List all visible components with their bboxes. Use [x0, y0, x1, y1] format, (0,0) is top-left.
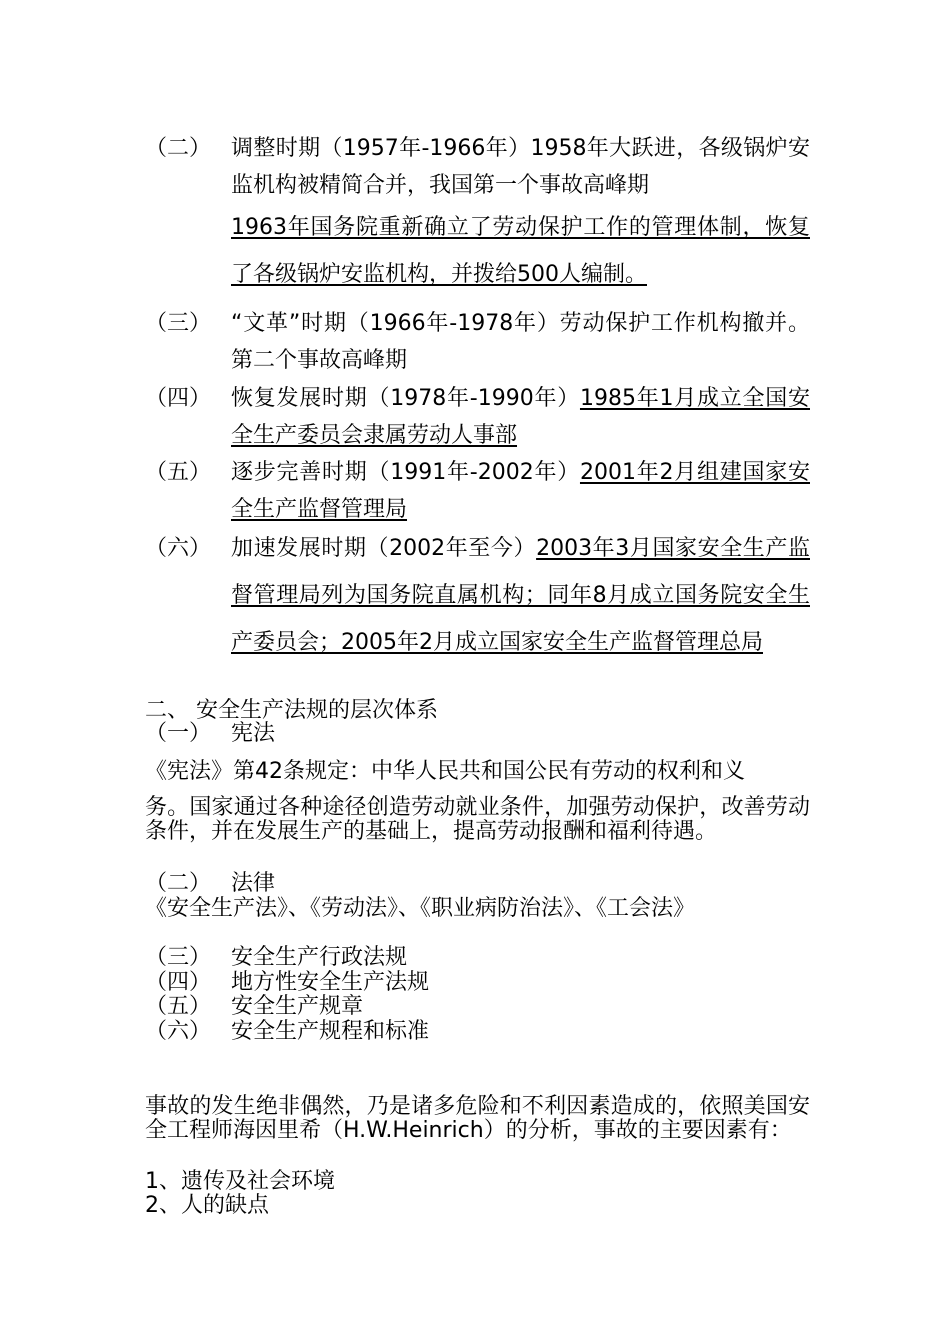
- period-lead: 调整时期（1957年-1966年）1958年大跃进，各级锅炉安监机构被精简合并，我国第一个事故高峰期: [231, 136, 810, 198]
- period-text: [231, 454, 810, 528]
- period-text: [231, 130, 810, 298]
- level-label: 安全生产规章: [231, 994, 364, 1019]
- period-lead: 加速发展时期（2002年至今）: [231, 536, 537, 561]
- period-lead: “文革”时期（1966年-1978年）劳动保护工作机构撤并。第二个事故高峰期: [231, 311, 810, 373]
- level-label: 安全生产规程和标准: [231, 1019, 430, 1044]
- period-underlined-text: 1985年1月成立全国安全生产委员会隶属劳动人事部: [231, 386, 810, 448]
- period-underlined-text: 2003年3月国家安全生产监督管理局列为国务院直属机构；同年8月成立国务院安全生产委员会；2005年2月成立国家安全生产监督管理总局: [231, 536, 810, 655]
- constitution-text-line1: 《宪法》第42条规定：中华人民共和国公民有劳动的权利和义: [145, 759, 745, 784]
- accident-factor-item: 1、遗传及社会环境: [145, 1169, 335, 1194]
- level-label: 宪法: [231, 721, 276, 746]
- level-label: 安全生产行政法规: [231, 945, 408, 970]
- period-item-2: [145, 130, 810, 298]
- level-label: 法律: [231, 871, 276, 896]
- period-underlined-text: 1963年国务院重新确立了劳动保护工作的管理体制，恢复了各级锅炉安监机构，并拨给500人编制。: [231, 215, 810, 287]
- period-lead: 恢复发展时期（1978年-1990年）: [231, 386, 580, 411]
- section-heading: 二、 安全生产法规的层次体系: [145, 698, 438, 723]
- period-number: （二）: [145, 136, 212, 161]
- period-number: （六）: [145, 536, 212, 561]
- accident-factor-item: 2、人的缺点: [145, 1193, 269, 1218]
- period-item-6: [145, 525, 810, 666]
- level-number: （二）: [145, 871, 212, 896]
- level-number: （一）: [145, 721, 212, 746]
- period-number: （三）: [145, 311, 212, 336]
- level-number: （六）: [145, 1019, 212, 1044]
- period-number: （五）: [145, 460, 212, 485]
- level-number: （五）: [145, 994, 212, 1019]
- accident-intro-paragraph: 事故的发生绝非偶然，乃是诸多危险和不利因素造成的，依照美国安全工程师海因里希（H.W.Heinrich）的分析，事故的主要因素有：: [145, 1094, 810, 1143]
- period-item-3: [145, 305, 810, 379]
- law-level-law: [145, 872, 275, 896]
- level-number: （四）: [145, 970, 212, 995]
- period-number: （四）: [145, 386, 212, 411]
- level-label: 地方性安全生产法规: [231, 970, 430, 995]
- period-lead: 逐步完善时期（1991年-2002年）: [231, 460, 580, 485]
- level-number: （三）: [145, 945, 212, 970]
- period-underlined-text: 2001年2月组建国家安全生产监督管理局: [231, 460, 810, 522]
- period-item-4: [145, 380, 810, 454]
- period-text: [231, 380, 810, 454]
- period-item-5: [145, 454, 810, 528]
- constitution-text-body: 务。国家通过各种途径创造劳动就业条件，加强劳动保护，改善劳动条件，并在发展生产的基础上，提高劳动报酬和福利待遇。: [145, 795, 810, 844]
- law-level-item: [145, 995, 363, 1019]
- period-text: [231, 525, 810, 666]
- law-level-item: [145, 971, 429, 995]
- law-list-text: 《安全生产法》、《劳动法》、《职业病防治法》、《工会法》: [145, 896, 696, 921]
- law-level-item: [145, 946, 407, 970]
- law-level-item: [145, 1020, 429, 1044]
- law-level-constitution: [145, 722, 275, 746]
